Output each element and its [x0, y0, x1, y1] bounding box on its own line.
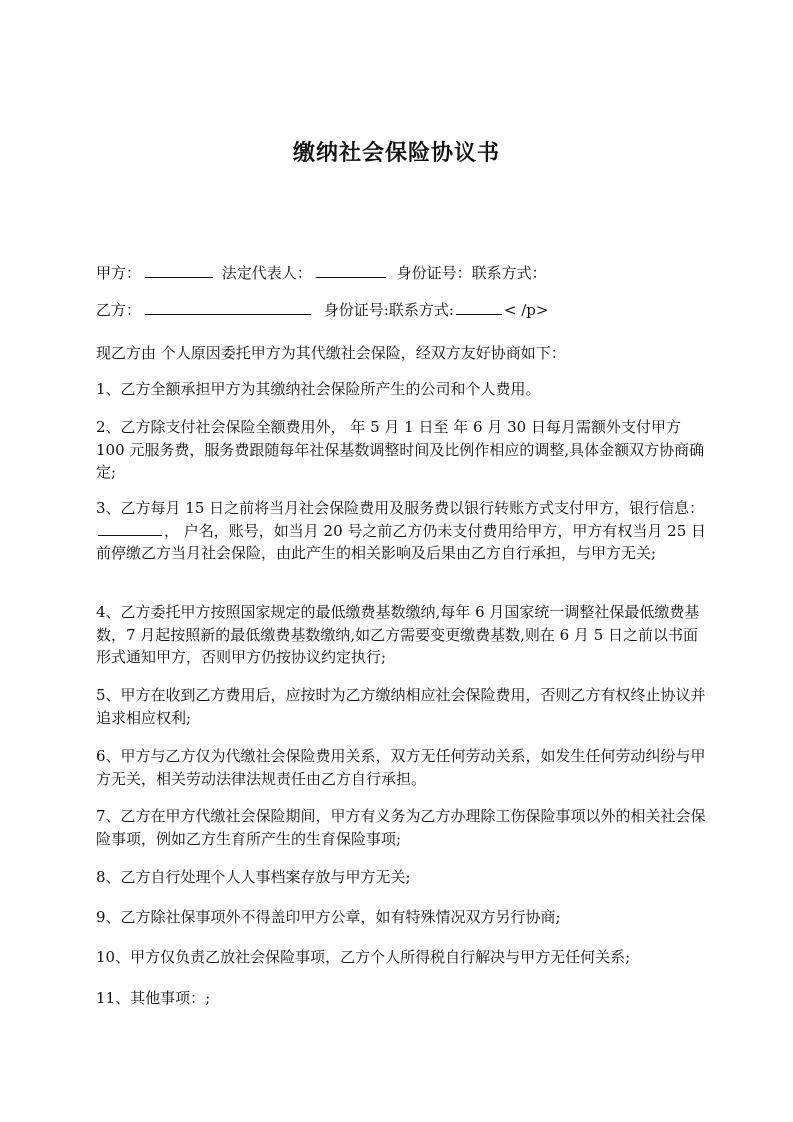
party-b-tail: < /p> — [503, 301, 549, 319]
clause-2: 2、乙方除支付社会保险全额费用外， 年 5 月 1 日至 年 6 月 30 日每月需额外支付甲方 100 元服务费，服务费跟随每年社保基数调整时间及比例作相应的调整,具体金额双方协商确定; — [96, 418, 705, 481]
document-title: 缴纳社会保险协议书 — [292, 141, 500, 166]
bank-info-blank[interactable] — [98, 521, 162, 536]
clause-3-part-b: ， 户名，账号，如当月 20 号之前乙方仍未支付费用给甲方，甲方有权当月 25 日前停缴乙方当月社会保险，由此产生的相关影响及后果由乙方自行承担，与甲方无关; — [96, 521, 707, 562]
clause-4: 4、乙方委托甲方按照国家规定的最低缴费基数缴纳,每年 6 月国家统一调整社保最低缴费基数，7 月起按照新的最低缴费基数缴纳,如乙方需要变更缴费基数,则在 6 月 5 日之前以书面形式通知甲方，否则甲方仍按协议约定执行; — [96, 603, 700, 666]
clause-7: 7、乙方在甲方代缴社会保险期间，甲方有义务为乙方办理除工伤保险事项以外的相关社会保险事项，例如乙方生育所产生的生育保险事项; — [96, 807, 706, 848]
clause-11: 11、其他事项：; — [96, 989, 211, 1007]
clause-8: 8、乙方自行处理个人人事档案存放与甲方无关; — [96, 868, 411, 886]
party-a-line — [96, 262, 706, 284]
party-b-id-contact-label: 身份证号:联系方式: — [323, 301, 454, 319]
party-b-label: 乙方： — [96, 301, 142, 319]
party-b-blank[interactable] — [145, 300, 311, 315]
party-b-contact-blank[interactable] — [456, 300, 502, 315]
clause-9: 9、乙方除社保事项外不得盖印甲方公章，如有特殊情况双方另行协商; — [96, 908, 561, 926]
party-a-rep-label: 法定代表人： — [221, 264, 312, 282]
clause-5: 5、甲方在收到乙方费用后，应按时为乙方缴纳相应社会保险费用，否则乙方有权终止协议并追求相应权利; — [96, 686, 706, 727]
clause-3 — [96, 497, 708, 565]
clause-6: 6、甲方与乙方仅为代缴社会保险费用关系，双方无任何劳动关系，如发生任何劳动纠纷与甲方无关，相关劳动法律法规责任由乙方自行承担。 — [96, 747, 706, 788]
intro-paragraph: 现乙方由 个人原因委托甲方为其代缴社会保险，经双方友好协商如下： — [96, 344, 566, 362]
clause-3-part-a: 3、乙方每月 15 日之前将当月社会保险费用及服务费以银行转账方式支付甲方，银行信息： — [96, 499, 705, 517]
clause-10: 10、甲方仅负责乙放社会保险事项，乙方个人所得税自行解决与甲方无任何关系; — [96, 948, 631, 966]
clause-1: 1、乙方全额承担甲方为其缴纳社会保险所产生的公司和个人费用。 — [96, 380, 541, 398]
party-a-label: 甲方： — [96, 264, 142, 282]
party-b-line — [96, 299, 706, 321]
party-a-id-contact-label: 身份证号：联系方式： — [396, 264, 547, 282]
party-a-rep-blank[interactable] — [316, 263, 386, 278]
party-a-blank[interactable] — [145, 263, 213, 278]
